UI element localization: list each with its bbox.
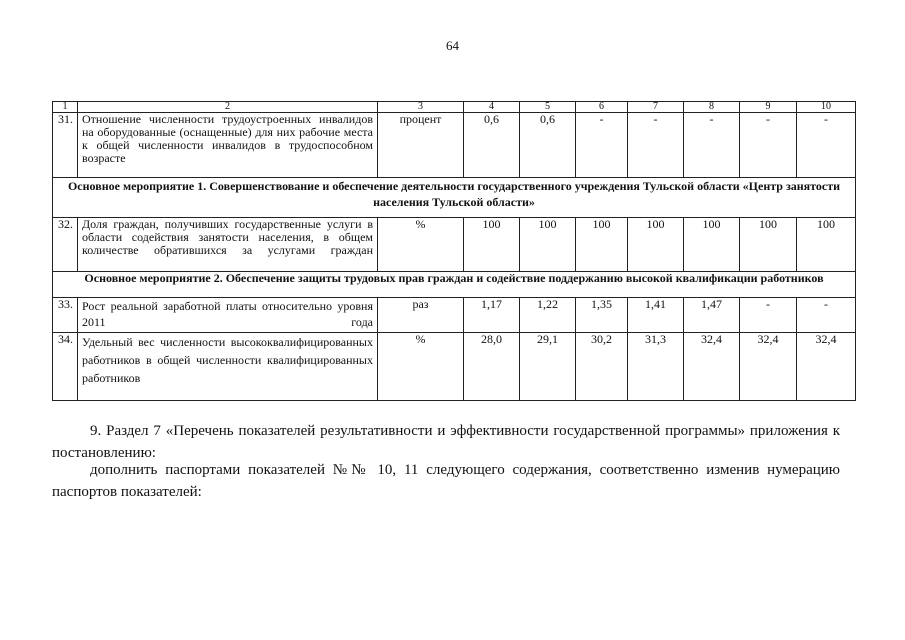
value-cell: 100 [520, 218, 576, 272]
table-row [53, 333, 856, 401]
value-cell: 0,6 [464, 113, 520, 178]
paragraph-section-7: 9. Раздел 7 «Перечень показателей результативности и эффективности государственной программы» приложения к постановлению: [52, 423, 840, 461]
row-number: 33. [53, 298, 78, 333]
table-row [53, 113, 856, 178]
header-cell: 2 [78, 102, 378, 113]
value-cell: 100 [628, 218, 684, 272]
header-cell: 6 [576, 102, 628, 113]
value-cell: 1,17 [464, 298, 520, 333]
value-cell: 32,4 [740, 333, 797, 401]
value-cell: - [576, 113, 628, 178]
indicator-name: Отношение численности трудоустроенных инвалидов на оборудованные (оснащенные) для них рабочие места к общей численности инвалидов в трудоспособном возрасте [78, 113, 378, 178]
value-cell: 1,22 [520, 298, 576, 333]
value-cell: 100 [576, 218, 628, 272]
row-number: 34. [53, 333, 78, 401]
row-number: 31. [53, 113, 78, 178]
value-cell: - [740, 298, 797, 333]
unit-cell: раз [378, 298, 464, 333]
value-cell: 32,4 [797, 333, 856, 401]
section-row [53, 272, 856, 298]
value-cell: 31,3 [628, 333, 684, 401]
value-cell: - [684, 113, 740, 178]
indicators-table [52, 101, 856, 401]
indicator-name: Рост реальной заработной платы относительно уровня 2011 года [78, 298, 378, 333]
section-row [53, 178, 856, 218]
header-cell: 3 [378, 102, 464, 113]
header-cell: 10 [797, 102, 856, 113]
header-cell: 5 [520, 102, 576, 113]
value-cell: 100 [797, 218, 856, 272]
value-cell: - [797, 298, 856, 333]
paragraph-add-passports: дополнить паспортами показателей №№ 10, 11 следующего содержания, соответственно изменив нумерацию паспортов показателей: [52, 462, 840, 500]
indicator-name: Удельный вес численности высококвалифицированных работников в общей численности квалифицированных работников [78, 333, 378, 401]
value-cell: 32,4 [684, 333, 740, 401]
table-row [53, 298, 856, 333]
unit-cell: % [378, 333, 464, 401]
value-cell: 1,35 [576, 298, 628, 333]
value-cell: 29,1 [520, 333, 576, 401]
unit-cell: % [378, 218, 464, 272]
value-cell: - [740, 113, 797, 178]
header-cell: 4 [464, 102, 520, 113]
page-number: 64 [446, 38, 459, 53]
header-cell: 8 [684, 102, 740, 113]
section-title: Основное мероприятие 2. Обеспечение защиты трудовых прав граждан и содействие поддержанию высокой квалификации работников [53, 272, 856, 298]
value-cell: 100 [684, 218, 740, 272]
value-cell: 100 [740, 218, 797, 272]
table-header-row [53, 102, 856, 113]
value-cell: 0,6 [520, 113, 576, 178]
header-cell: 7 [628, 102, 684, 113]
header-cell: 1 [53, 102, 78, 113]
indicator-name: Доля граждан, получивших государственные услуги в области содействия занятости населения, в общем количестве обратившихся за услугами граждан [78, 218, 378, 272]
value-cell: 30,2 [576, 333, 628, 401]
table-row [53, 218, 856, 272]
value-cell: 1,41 [628, 298, 684, 333]
value-cell: 100 [464, 218, 520, 272]
value-cell: - [797, 113, 856, 178]
header-cell: 9 [740, 102, 797, 113]
unit-cell: процент [378, 113, 464, 178]
value-cell: 1,47 [684, 298, 740, 333]
value-cell: 28,0 [464, 333, 520, 401]
value-cell: - [628, 113, 684, 178]
row-number: 32. [53, 218, 78, 272]
section-title: Основное мероприятие 1. Совершенствование и обеспечение деятельности государственного учреждения Тульской области «Центр занятости населения Тульской области» [53, 178, 856, 218]
